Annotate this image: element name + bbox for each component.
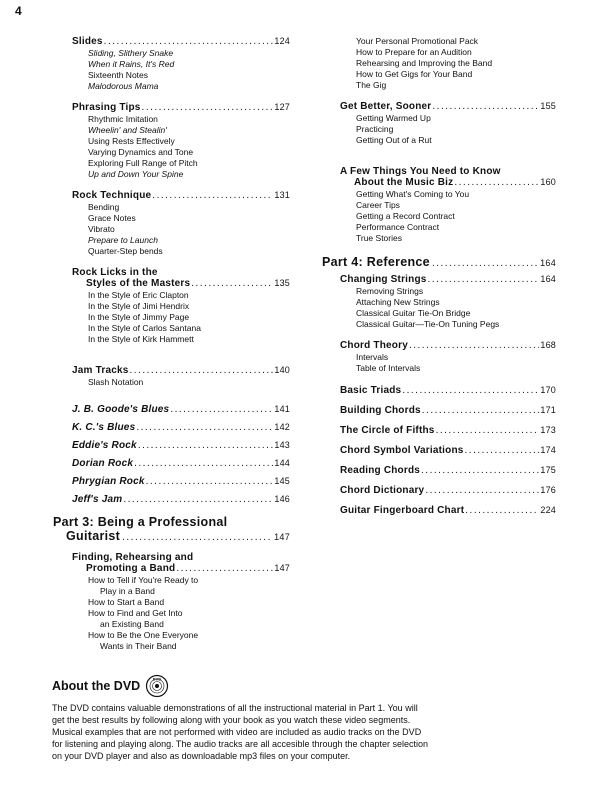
toc-heading-finding: Finding, Rehearsing and (72, 552, 194, 563)
toc-subentry: In the Style of Eric Clapton (88, 290, 189, 300)
svg-text:DVD: DVD (152, 676, 162, 682)
toc-entry-changing-strings[interactable]: Changing Strings ..... 164 (340, 274, 556, 285)
toc-subentry: In the Style of Carlos Santana (88, 323, 201, 333)
toc-entry-song[interactable]: J. B. Goode's Blues ..... 141 (72, 404, 290, 415)
page-number: 4 (15, 4, 22, 18)
toc-section-finding-band (53, 552, 290, 652)
toc-entry-chord-theory[interactable]: Chord Theory ..... 168 (340, 340, 556, 351)
toc-subentry: Bending (88, 202, 120, 212)
toc-subentry: Quarter-Step bends (88, 246, 163, 256)
toc-subentry: Getting Warmed Up (356, 113, 431, 123)
toc-subentry: Attaching New Strings (356, 297, 440, 307)
toc-subentry: Varying Dynamics and Tone (88, 147, 194, 157)
toc-entry-song[interactable]: Dorian Rock ..... 144 (72, 458, 290, 469)
toc-entry-reference[interactable]: Reading Chords ..... 175 (340, 465, 556, 476)
toc-subentry: How to Get Gigs for Your Band (356, 69, 473, 79)
toc-entry-rock-technique[interactable]: Rock Technique ..... 131 (72, 190, 290, 201)
toc-entry-phrasing-tips[interactable]: Phrasing Tips ..... 127 (72, 102, 290, 113)
dvd-text-line: The DVD contains valuable demonstrations of all the instructional material in Part 1. You will (52, 703, 418, 713)
toc-subentry: Getting Out of a Rut (356, 135, 432, 145)
toc-entry-song[interactable]: Jeff's Jam ..... 146 (72, 494, 290, 505)
toc-subentry: Sliding, Slithery Snake (88, 48, 174, 58)
toc-entry-song[interactable]: Phrygian Rock ..... 145 (72, 476, 290, 487)
part-3-heading: Part 3: Being a Professional (53, 515, 228, 529)
about-dvd-text (52, 702, 552, 762)
toc-subentry: Up and Down Your Spine (88, 169, 184, 179)
toc-subentry: Classical Guitar Tie-On Bridge (356, 308, 471, 318)
toc-subentry: Play in a Band (100, 586, 155, 596)
toc-section-music-biz (340, 166, 556, 244)
toc-section-rock-licks (72, 267, 290, 345)
toc-section-rock-technique (72, 190, 290, 257)
toc-subentry: The Gig (356, 80, 387, 90)
toc-subentry: Vibrato (88, 224, 115, 234)
dvd-text-line: Musical examples that are not performed with video are included as audio tracks on the DVD (52, 727, 422, 737)
toc-subentry: Malodorous Mama (88, 81, 159, 91)
toc-entry-part-4-reference[interactable]: Part 4: Reference ..... 164 (322, 255, 556, 269)
dvd-text-line: for listening and playing along. The audio tracks are all accesible through the chapter selection (52, 739, 429, 749)
toc-subentry: In the Style of Kirk Hammett (88, 334, 194, 344)
toc-heading-rock-licks: Rock Licks in the (72, 267, 158, 278)
toc-entry-get-better-sooner[interactable]: Get Better, Sooner ..... 155 (340, 101, 556, 112)
dvd-disc-icon (145, 674, 169, 698)
toc-reference-list (340, 385, 556, 516)
toc-subentry: Intervals (356, 352, 389, 362)
toc-subentry: Classical Guitar—Tie-On Tuning Pegs (356, 319, 500, 329)
toc-section-slides (72, 36, 290, 92)
toc-subentry: How to Start a Band (88, 597, 165, 607)
toc-subentry: How to Prepare for an Audition (356, 47, 472, 57)
toc-subentry: an Existing Band (100, 619, 164, 629)
toc-section-changing-strings (340, 274, 556, 330)
toc-subentry: How to Tell if You're Ready to (88, 575, 199, 585)
toc-entry-styles-of-the-masters[interactable]: Styles of the Masters ..... 135 (72, 278, 290, 289)
toc-subentry: True Stories (356, 233, 402, 243)
toc-entry-part-3-guitarist[interactable]: Guitarist ..... 147 (53, 529, 290, 543)
toc-subentry: In the Style of Jimmy Page (88, 312, 190, 322)
toc-subentry: Getting What's Coming to You (356, 189, 470, 199)
toc-subentry: Grace Notes (88, 213, 136, 223)
toc-subentry: Removing Strings (356, 286, 424, 296)
toc-subentry: Performance Contract (356, 222, 440, 232)
toc-entry-song[interactable]: K. C.'s Blues ..... 142 (72, 422, 290, 433)
toc-entry-promoting-a-band[interactable]: Promoting a Band ..... 147 (72, 563, 290, 574)
toc-entry-song[interactable]: Eddie's Rock ..... 143 (72, 440, 290, 451)
toc-subentry: Getting a Record Contract (356, 211, 455, 221)
toc-entry-reference[interactable]: Guitar Fingerboard Chart ..... 224 (340, 505, 556, 516)
dvd-text-line: on your DVD player and also as downloadable mp3 files on your computer. (52, 751, 351, 761)
toc-part-4 (322, 255, 556, 516)
toc-entry-reference[interactable]: Chord Symbol Variations ..... 174 (340, 445, 556, 456)
dvd-text-line: get the best results by following along with your book as you watch these video segments. (52, 715, 411, 725)
toc-promo-subentries (340, 36, 556, 91)
toc-subentry: In the Style of Jimi Hendrix (88, 301, 190, 311)
toc-entry-reference[interactable]: Chord Dictionary ..... 176 (340, 485, 556, 496)
toc-entry-slides[interactable]: Slides ..... 124 (72, 36, 290, 47)
toc-subentry: Sixteenth Notes (88, 70, 149, 80)
toc-section-phrasing (72, 102, 290, 180)
toc-part-3 (53, 515, 290, 652)
toc-subentry: Career Tips (356, 200, 400, 210)
toc-right-column (340, 36, 556, 244)
toc-entry-reference[interactable]: The Circle of Fifths ..... 173 (340, 425, 556, 436)
toc-subentry: Using Rests Effectively (88, 136, 175, 146)
toc-subentry: How to Find and Get Into (88, 608, 183, 618)
toc-entry-about-the-music-biz[interactable]: About the Music Biz ..... 160 (340, 177, 556, 188)
toc-subentry: Rehearsing and Improving the Band (356, 58, 493, 68)
toc-section-get-better (340, 101, 556, 146)
toc-section-jam-tracks (72, 365, 290, 388)
about-dvd-heading: About the DVD DVD (52, 674, 169, 698)
toc-subentry: Exploring Full Range of Pitch (88, 158, 198, 168)
toc-section-chord-theory (340, 340, 556, 374)
toc-subentry: Your Personal Promotional Pack (356, 36, 479, 46)
toc-left-column (72, 36, 290, 505)
toc-subentry: Practicing (356, 124, 394, 134)
toc-entry-jam-tracks[interactable]: Jam Tracks ..... 140 (72, 365, 290, 376)
toc-song-list (72, 404, 290, 505)
toc-entry-reference[interactable]: Basic Triads ..... 170 (340, 385, 556, 396)
toc-subentry: Wheelin' and Stealin' (88, 125, 167, 135)
toc-heading-music-biz: A Few Things You Need to Know (340, 166, 501, 177)
toc-subentry: How to Be the One Everyone (88, 630, 199, 640)
toc-subentry: Slash Notation (88, 377, 144, 387)
toc-subentry: Table of Intervals (356, 363, 421, 373)
toc-entry-reference[interactable]: Building Chords ..... 171 (340, 405, 556, 416)
toc-subentry: Wants in Their Band (100, 641, 177, 651)
toc-subentry: Prepare to Launch (88, 235, 158, 245)
toc-subentry: Rhythmic Imitation (88, 114, 158, 124)
toc-subentry: When it Rains, It's Red (88, 59, 175, 69)
